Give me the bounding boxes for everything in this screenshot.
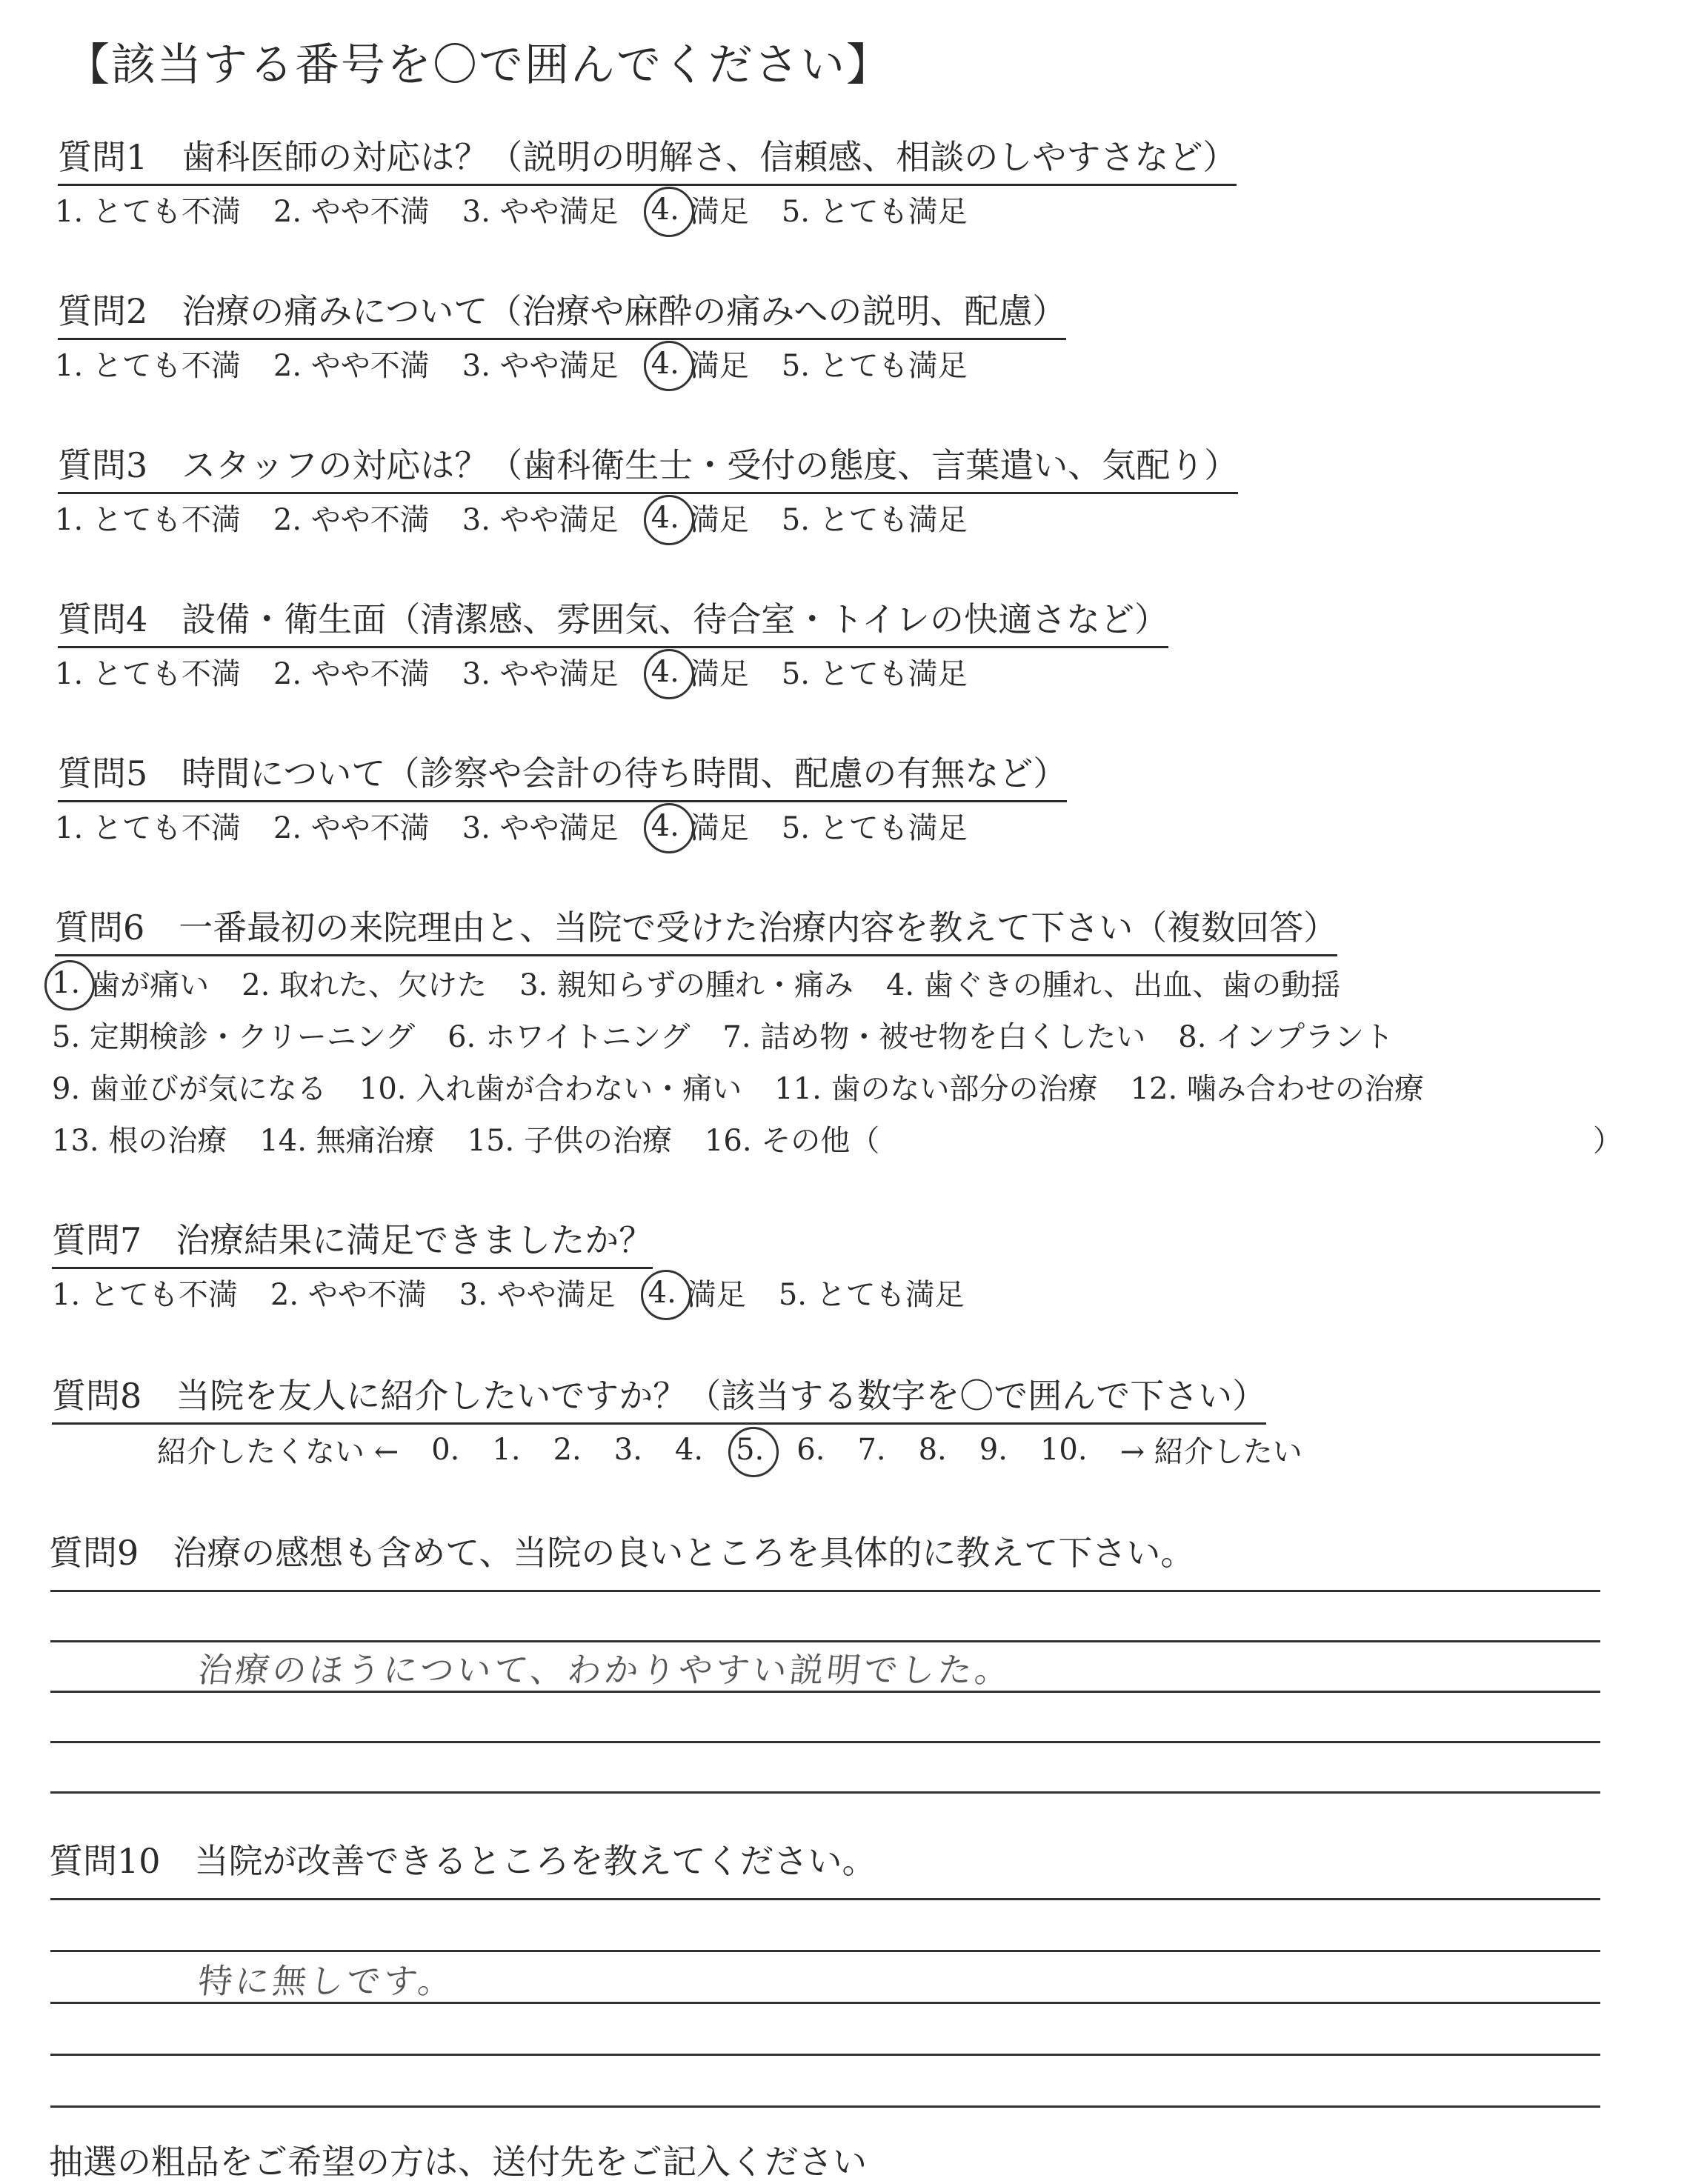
q10-line-4 [50, 2054, 1600, 2056]
q7-option-1[interactable]: 1. とても不満 [52, 1278, 238, 1312]
q6-row-2 [52, 1013, 1394, 1056]
q1-options [55, 188, 968, 230]
q1-option-1[interactable]: 1. とても不満 [55, 195, 241, 229]
q4-option-3[interactable]: 3. やや満足 [462, 657, 619, 691]
q8-option-8[interactable]: 8. [918, 1432, 947, 1467]
q10-line-5 [50, 2105, 1600, 2108]
q9-line-4 [50, 1741, 1600, 1743]
q9-handwritten-answer[interactable]: 治療のほうについて、わかりやすい説明でした。 [196, 1650, 1014, 1690]
q8-option-9[interactable]: 9. [979, 1432, 1008, 1467]
q3-title: 質問3 スタッフの対応は？（歯科衛生士・受付の態度、言葉遣い、気配り） [58, 439, 1238, 494]
q8-title: 質問8 当院を友人に紹介したいですか？（該当する数字を〇で囲んで下さい） [52, 1369, 1266, 1425]
q4-title: 質問4 設備・衛生面（清潔感、雰囲気、待合室・トイレの快適さなど） [58, 593, 1168, 648]
q5-option-5[interactable]: 5. とても満足 [781, 811, 968, 845]
q5-option-4-circled[interactable]: 4. [650, 808, 679, 843]
q6-option-14[interactable]: 14. 無痛治療 [259, 1124, 435, 1158]
q1-option-2[interactable]: 2. やや不満 [273, 195, 430, 229]
q6-option-11[interactable]: 11. 歯のない部分の治療 [774, 1072, 1098, 1106]
q6-option-9[interactable]: 9. 歯並びが気になる [52, 1072, 327, 1106]
q3-option-3[interactable]: 3. やや満足 [462, 503, 619, 537]
q9-line-2 [50, 1640, 1600, 1642]
q8-option-5-circled[interactable]: 5. [736, 1432, 765, 1467]
q4-option-4-circled[interactable]: 4. [650, 654, 679, 689]
q7-option-2[interactable]: 2. やや不満 [270, 1278, 427, 1312]
q8-option-3[interactable]: 3. [613, 1432, 642, 1467]
q6-option-16[interactable]: 16. その他（ [704, 1124, 880, 1158]
q6-option-1-circled[interactable]: 1. [52, 965, 81, 1000]
q10-line-2 [50, 1950, 1600, 1952]
q7-option-3[interactable]: 3. やや満足 [459, 1278, 616, 1312]
q10-line-1 [50, 1898, 1600, 1900]
q8-option-0[interactable]: 0. [431, 1432, 460, 1467]
q10-title: 質問10 当院が改善できるところを教えてください。 [49, 1841, 876, 1881]
q4-options [55, 650, 968, 693]
q2-option-4-circled[interactable]: 4. [650, 346, 679, 381]
q2-option-3[interactable]: 3. やや満足 [462, 349, 619, 383]
page-heading: 【該当する番号を〇で囲んでください】 [65, 39, 892, 91]
q1-option-3[interactable]: 3. やや満足 [462, 195, 619, 229]
q3-option-2[interactable]: 2. やや不満 [273, 503, 430, 537]
q5-option-1[interactable]: 1. とても不満 [55, 811, 241, 845]
q6-option-12[interactable]: 12. 噛み合わせの治療 [1130, 1072, 1424, 1106]
q8-left-label: 紹介したくない ← [157, 1435, 399, 1469]
q4-option-1[interactable]: 1. とても不満 [55, 657, 241, 691]
q7-option-5[interactable]: 5. とても満足 [778, 1278, 965, 1312]
q2-title: 質問2 治療の痛みについて（治療や麻酔の痛みへの説明、配慮） [58, 284, 1066, 340]
q6-option-15[interactable]: 15. 子供の治療 [467, 1124, 672, 1158]
q10-handwritten-answer[interactable]: 特に無しです。 [196, 1961, 457, 2001]
q8-option-4[interactable]: 4. [674, 1432, 704, 1467]
q8-option-10[interactable]: 10. [1039, 1432, 1088, 1467]
q3-option-4-circled[interactable]: 4. [650, 500, 679, 535]
q8-right-label: → 紹介したい [1119, 1435, 1302, 1469]
q6-option-10[interactable]: 10. 入れ歯が合わない・痛い [359, 1072, 742, 1106]
q1-title: 質問1 歯科医師の対応は？（説明の明解さ、信頼感、相談のしやすさなど） [58, 130, 1237, 186]
q3-options [55, 496, 968, 539]
q6-option-2[interactable]: 2. 取れた、欠けた [242, 968, 488, 1002]
q7-options [52, 1271, 965, 1314]
q6-option-6[interactable]: 6. ホワイトニング [447, 1020, 691, 1054]
q4-option-5[interactable]: 5. とても満足 [781, 657, 968, 691]
q7-option-4-circled[interactable]: 4. [648, 1275, 676, 1310]
q6-option-5[interactable]: 5. 定期検診・クリーニング [52, 1020, 416, 1054]
q2-option-2[interactable]: 2. やや不満 [273, 349, 430, 383]
q6-row-1 [52, 962, 1340, 1004]
q1-option-5[interactable]: 5. とても満足 [781, 195, 968, 229]
q5-title: 質問5 時間について（診察や会計の待ち時間、配慮の有無など） [58, 747, 1067, 802]
q1-option-4-label: 満足 [689, 195, 749, 229]
q2-option-4-label: 満足 [689, 349, 749, 383]
q3-option-4-label: 満足 [689, 503, 749, 537]
q9-title: 質問9 治療の感想も含めて、当院の良いところを具体的に教えて下さい。 [49, 1533, 1195, 1573]
q4-option-2[interactable]: 2. やや不満 [273, 657, 430, 691]
q6-row-3 [52, 1065, 1424, 1108]
q9-line-5 [50, 1791, 1600, 1794]
footer-text: 抽選の粗品をご希望の方は、送付先をご記入ください [49, 2142, 867, 2182]
q6-option-13[interactable]: 13. 根の治療 [52, 1124, 227, 1158]
q4-option-4-label: 満足 [689, 657, 749, 691]
q6-option-8[interactable]: 8. インプラント [1178, 1020, 1394, 1054]
q5-option-4-label: 満足 [689, 811, 749, 845]
q6-option-7[interactable]: 7. 詰め物・被せ物を白くしたい [722, 1020, 1146, 1054]
q5-option-3[interactable]: 3. やや満足 [462, 811, 619, 845]
q3-option-5[interactable]: 5. とても満足 [781, 503, 968, 537]
q6-other-close-paren: ） [1593, 1124, 1623, 1158]
q5-option-2[interactable]: 2. やや不満 [273, 811, 430, 845]
q5-options [55, 805, 968, 847]
q8-option-7[interactable]: 7. [857, 1432, 886, 1467]
q6-option-3[interactable]: 3. 親知らずの腫れ・痛み [519, 968, 854, 1002]
q3-option-1[interactable]: 1. とても不満 [55, 503, 241, 537]
q8-option-2[interactable]: 2. [553, 1432, 582, 1467]
q6-title: 質問6 一番最初の来院理由と、当院で受けた治療内容を教えて下さい（複数回答） [55, 901, 1337, 956]
q8-scale [157, 1428, 1302, 1471]
q2-options [55, 342, 968, 384]
q1-option-4-circled[interactable]: 4. [650, 192, 679, 227]
q8-option-1[interactable]: 1. [492, 1432, 521, 1467]
q2-option-5[interactable]: 5. とても満足 [781, 349, 968, 383]
q8-option-6[interactable]: 6. [796, 1432, 825, 1467]
q7-option-4-label: 満足 [686, 1278, 746, 1312]
q2-option-1[interactable]: 1. とても不満 [55, 349, 241, 383]
q9-line-1 [50, 1590, 1600, 1592]
q6-option-1-label: 歯が痛い [90, 968, 210, 1002]
q7-title: 質問7 治療結果に満足できましたか？ [52, 1213, 653, 1269]
q6-row-4 [52, 1117, 879, 1159]
q6-option-4[interactable]: 4. 歯ぐきの腫れ、出血、歯の動揺 [885, 968, 1341, 1002]
